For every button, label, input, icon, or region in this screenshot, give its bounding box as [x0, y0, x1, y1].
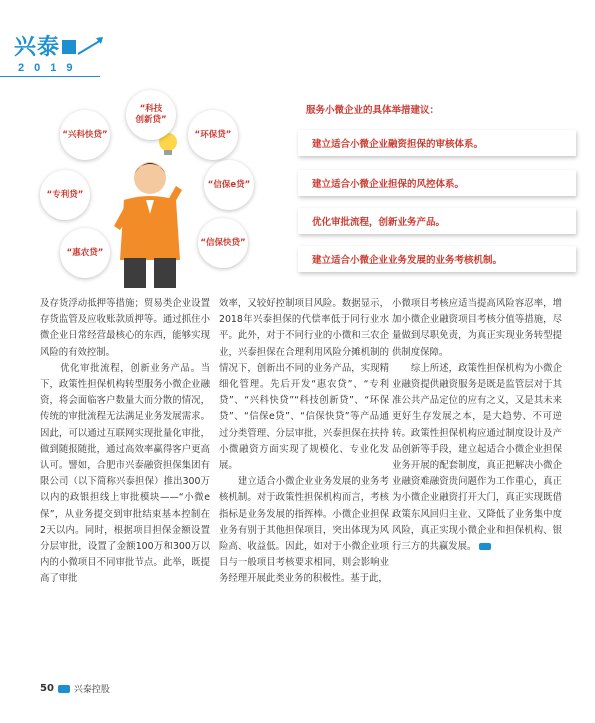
paragraph: 优化审批流程，创新业务产品。当下，政策性担保机构转型服务小微企业融资，将会面临客户数量大而分散的情况，传统的审批流程无法满足业务发展需求。因此，可以通过互联网实现批量化审批，做到随报随批，通过高效率赢得客户更高认可。譬如，合肥市兴泰融资担保集团有限公司（以下简称兴泰担保）推出300万以内的政银担线上审批模块——“小微e保”，从业务提交到审批结束基本控制在2天以内。同时，根据项目担保金额设置分层审批，设置了金额100万和300万以内的小微项目不同审批节点。此举，既提高了审批 [40, 362, 210, 585]
suggestion-item: 优化审批流程，创新业务产品。 [298, 208, 576, 234]
paragraph: 及存货浮动抵押等措施；贸易类企业设置存货监管及应收账款质押等。通过抓住小微企业日常经营最核心的东西，能够实现风险的有效控制。 [40, 298, 210, 358]
page-footer [40, 682, 110, 695]
paragraph: 小微项目考核应适当提高风险容忍率，增加小微企业融资项目考核分值等措施，尽量做到尽职免责，为真正实现业务转型提供制度保障。 [392, 298, 562, 358]
paragraph-text: 综上所述，政策性担保机构为小微企业融资提供融资服务是既是监管层对于其准公共产品定位的应有之义，又是其未来更好生存发展之本，是大趋势、不可逆转。政策性担保机构应通过制度设计及产品创新等手段，建立起适合小微企业担保业务开展的配套制度，真正把解决小微企业融资难融资贵问题作为工作重心，真正为小微企业融资打开大门，真正实现既借政策东风回归主业、又降低了业务集中度风险，真正实现小微企业和担保机构、银行三方的共赢发展。 [392, 362, 562, 553]
page-number: 50 [40, 683, 54, 694]
paragraph [392, 361, 562, 555]
suggestion-item: 建立适合小微企业担保的风控体系。 [298, 170, 576, 196]
suggestion-item: 建立适合小微企业业务发展的业务考核机制。 [298, 246, 576, 272]
end-mark-icon [479, 543, 491, 550]
bubble-xinbao-fast-loan: “信保快贷” [198, 218, 248, 268]
bubble-eco-loan: “环保贷” [188, 110, 238, 160]
text-column-1 [40, 296, 210, 588]
bubble-agri-loan: “惠农贷” [60, 228, 110, 278]
paragraph: 效率，又较好控制项目风险。数据显示，2018年兴泰担保的代偿率低于同行业水平。此外，对于不同行业的小微和三农企业，兴泰担保在合理利用风险分摊机制的情况下，创新出不同的业务产品，实现精细化管理。先后开发“惠农贷”、“专利贷”、“兴科快贷”“科技创新贷”、“环保贷”、“信保e贷”、“信保快贷”等产品通过分类管理、分层审批，兴泰担保在扶持小微融资方面实现了规模化、专业化发展。 [219, 298, 389, 472]
suggestions-title: 服务小微企业的具体举措建议： [306, 105, 440, 116]
bubble-tech-loan: “科技 创新贷” [126, 90, 176, 140]
issue-year: 2019 [18, 62, 83, 74]
bubble-patent-loan: “专利贷” [40, 170, 90, 220]
person-thinking-icon [110, 130, 190, 290]
illustration [40, 90, 255, 290]
bubble-xingke-loan: “兴科快贷” [60, 110, 110, 160]
magazine-logo: 兴泰 [14, 34, 61, 60]
brand-mark-icon [58, 685, 70, 693]
publication-name: 兴泰控股 [73, 685, 110, 695]
text-column-2 [219, 296, 389, 588]
paragraph: 建立适合小微企业业务发展的业务考核机制。对于政策性担保机构而言，考核指标是业务发展的指挥棒。小微企业担保业务有别于其他担保项目，突出体现为风险高、收益低。因此，如对于小微企业项目与一般项目考核要求相同，则会影响业务经理开展此类业务的积极性。基于此， [219, 476, 389, 585]
logo-leaf-icon [62, 36, 106, 58]
bubble-xinbao-e-loan: “信保e贷” [204, 160, 254, 210]
header-divider [0, 76, 100, 77]
suggestion-item: 建立适合小微企业融资担保的审核体系。 [298, 130, 576, 156]
text-column-3 [392, 296, 562, 555]
